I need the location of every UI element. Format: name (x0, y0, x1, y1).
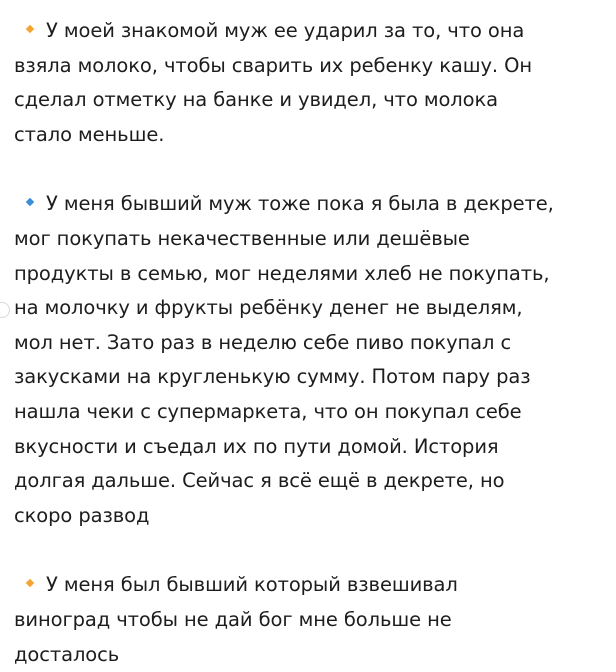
carousel-edge-handle[interactable] (0, 302, 10, 318)
comment-line: У моей знакомой муж ее ударил за то, что она (14, 14, 606, 49)
comment-1 (14, 14, 606, 152)
comment-line: скоро развод (14, 499, 606, 534)
comment-line: продукты в семью, мог неделями хлеб не покупать, (14, 257, 606, 292)
comment-line: на молочку и фрукты ребёнку денег не выделям, (14, 291, 606, 326)
diamond-bullet-icon (26, 198, 34, 206)
comment-line: взяла молоко, чтобы сварить их ребенку кашу. Он (14, 49, 606, 84)
comment-line: мол нет. Зато раз в неделю себе пиво покупал с (14, 326, 606, 361)
comment-3 (14, 568, 606, 672)
comment-line: У меня бывший муж тоже пока я была в декрете, (14, 187, 606, 222)
comment-line: мог покупать некачественные или дешёвые (14, 222, 606, 257)
comment-line: долгая дальше. Сейчас я всё ещё в декрете, но (14, 464, 606, 499)
comment-line: вкусности и съедал их по пути домой. История (14, 430, 606, 465)
comment-line: нашла чеки с супермаркета, что он покупал себе (14, 395, 606, 430)
comment-line: стало меньше. (14, 118, 606, 153)
comment-line: сделал отметку на банке и увидел, что молока (14, 83, 606, 118)
comment-line: У меня был бывший который взвешивал (14, 568, 606, 603)
comment-line: закусками на кругленькую сумму. Потом пару раз (14, 360, 606, 395)
diamond-bullet-icon (26, 579, 34, 587)
comment-2 (14, 187, 606, 533)
diamond-bullet-icon (26, 25, 34, 33)
comments-page (14, 14, 606, 619)
comment-line: досталось (14, 638, 606, 672)
comment-line: виноград чтобы не дай бог мне больше не (14, 603, 606, 638)
